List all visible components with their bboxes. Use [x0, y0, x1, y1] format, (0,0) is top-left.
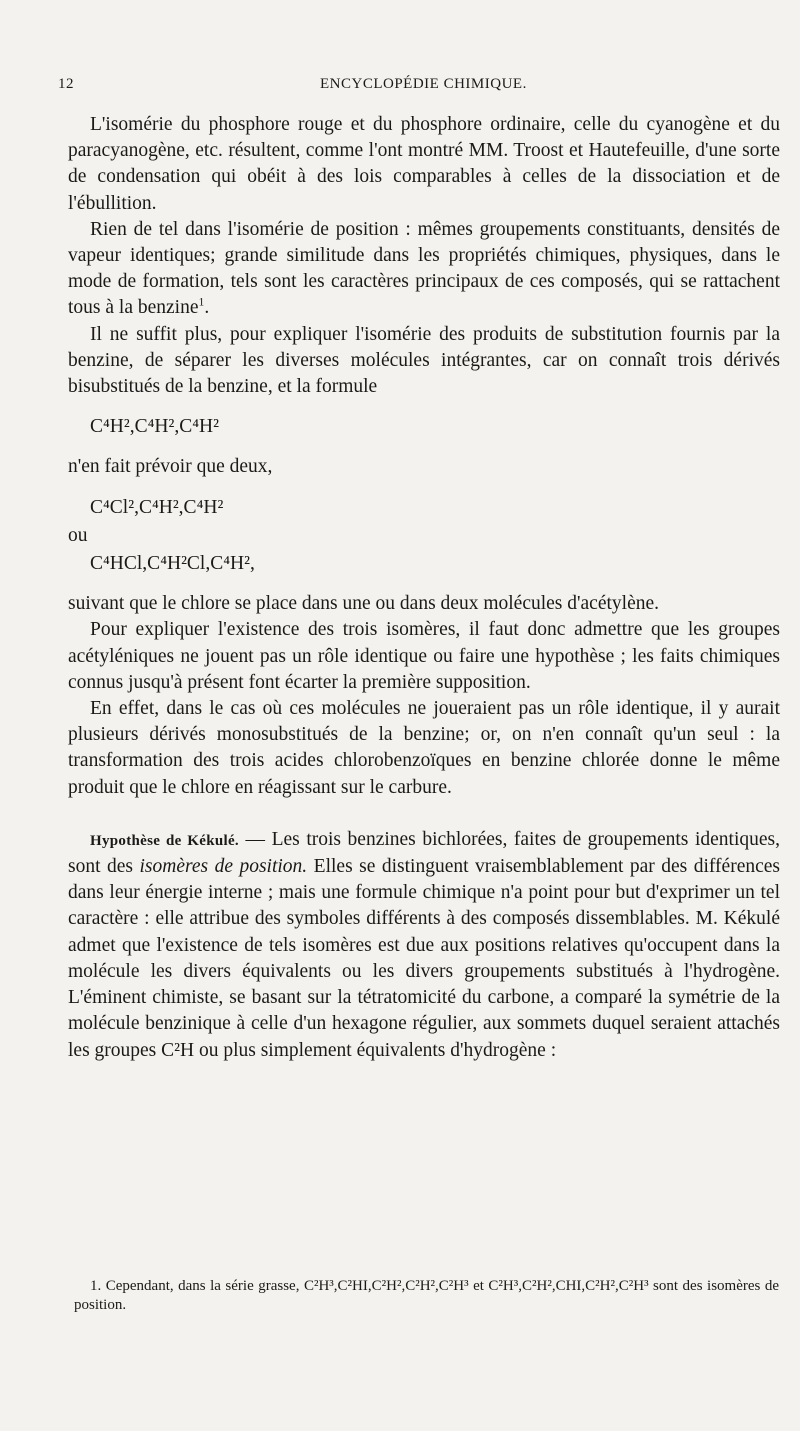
- section-heading-kekule: Hypothèse de Kékulé.: [90, 832, 239, 849]
- paragraph-kekule-text-a: — Les trois benzines bichlorées, faites de groupements identiques, sont des: [68, 828, 780, 878]
- paragraph-kekule: [68, 827, 780, 1064]
- paragraph-isomerie-position-text: Rien de tel dans l'isomérie de position : mêmes groupements constituants, densités de vapeur identiques; grande similitude dans les propriétés chimiques, physiques, dans le mode de formation, tels sont les caractères principaux de ces composés, qui se rattachent tous à la benzine: [68, 218, 780, 319]
- paragraph-chlore: suivant que le chlore se place dans une ou dans deux molécules d'acétylène.: [68, 593, 660, 615]
- page-number: 12: [58, 76, 74, 92]
- formula-dichloro-1: C⁴Cl²,C⁴H²,C⁴H²: [90, 496, 224, 518]
- paragraph-en-effet: En effet, dans le cas où ces molécules ne joueraient pas un rôle identique, il y aurait plusieurs dérivés monosubstitués de la benzine; or, on n'en connaît qu'un seul : la transformation des trois acides chlorobenzoïques en benzine chlorée donne le même produit que le chlore en réagissant sur le carbure.: [68, 698, 780, 798]
- paragraph-phosphore: L'isomérie du phosphore rouge et du phosphore ordinaire, celle du cyanogène et du paracyanogène, etc. résultent, comme l'ont montré MM. Troost et Hautefeuille, d'une sorte de condensation qui obéit à des lois comparables à celles de la dissociation et de l'ébullition.: [68, 114, 780, 214]
- paragraph-isomerie-position: [68, 217, 780, 322]
- footnote-marker: 1.: [90, 1278, 102, 1294]
- conjunction-ou: ou: [68, 524, 88, 546]
- formula-benzine: C⁴H²,C⁴H²,C⁴H²: [90, 416, 219, 438]
- main-text: [68, 112, 780, 1064]
- formula-dichloro-2: C⁴HCl,C⁴H²Cl,C⁴H²,: [90, 553, 255, 575]
- paragraph-kekule-text-b: Elles se distinguent vraisemblablement par des différences dans leur énergie interne ; mais une formule chimique n'a point pour but d'exprimer un tel caractère : elle attribue des symboles différents à des composés dissemblables. M. Kékulé admet que l'existence de tels isomères est due aux positions relatives qu'occupent dans la molécule les divers équivalents ou les divers groupements substitués à l'hydrogène. L'éminent chimiste, se basant sur la tétratomicité du carbone, a comparé la symétrie de la molécule benzinique à celle d'un hexagone régulier, aux sommets duquel seraient attachés les groupes C²H ou plus simplement équivalents d'hydrogène :: [68, 856, 780, 1061]
- footnote: [74, 1277, 779, 1315]
- paragraph-prevoir: n'en fait prévoir que deux,: [68, 456, 273, 478]
- footnote-text: Cependant, dans la série grasse, C²H³,C²HI,C²H²,C²H²,C²H³ et C²H³,C²H²,CHI,C²H²,C²H³ sont des isomères de position.: [74, 1278, 779, 1313]
- paragraph-kekule-emphasis: isomères de position.: [139, 856, 308, 878]
- running-title: ENCYCLOPÉDIE CHIMIQUE.: [320, 76, 527, 92]
- paragraph-end-punct: .: [204, 297, 210, 319]
- footnote-reference: 1: [198, 295, 205, 309]
- paragraph-trois-isomeres: Pour expliquer l'existence des trois isomères, il faut donc admettre que les groupes acétyléniques ne jouent pas un rôle identique ou faire une hypothèse ; les faits chimiques connus jusqu'à présent font écarter la première supposition.: [68, 619, 780, 693]
- paragraph-substitution: Il ne suffit plus, pour expliquer l'isomérie des produits de substitution fournis par la benzine, de séparer les diverses molécules intégrantes, car on connaît trois dérivés bisubstitués de la benzine, et la formule: [68, 323, 780, 398]
